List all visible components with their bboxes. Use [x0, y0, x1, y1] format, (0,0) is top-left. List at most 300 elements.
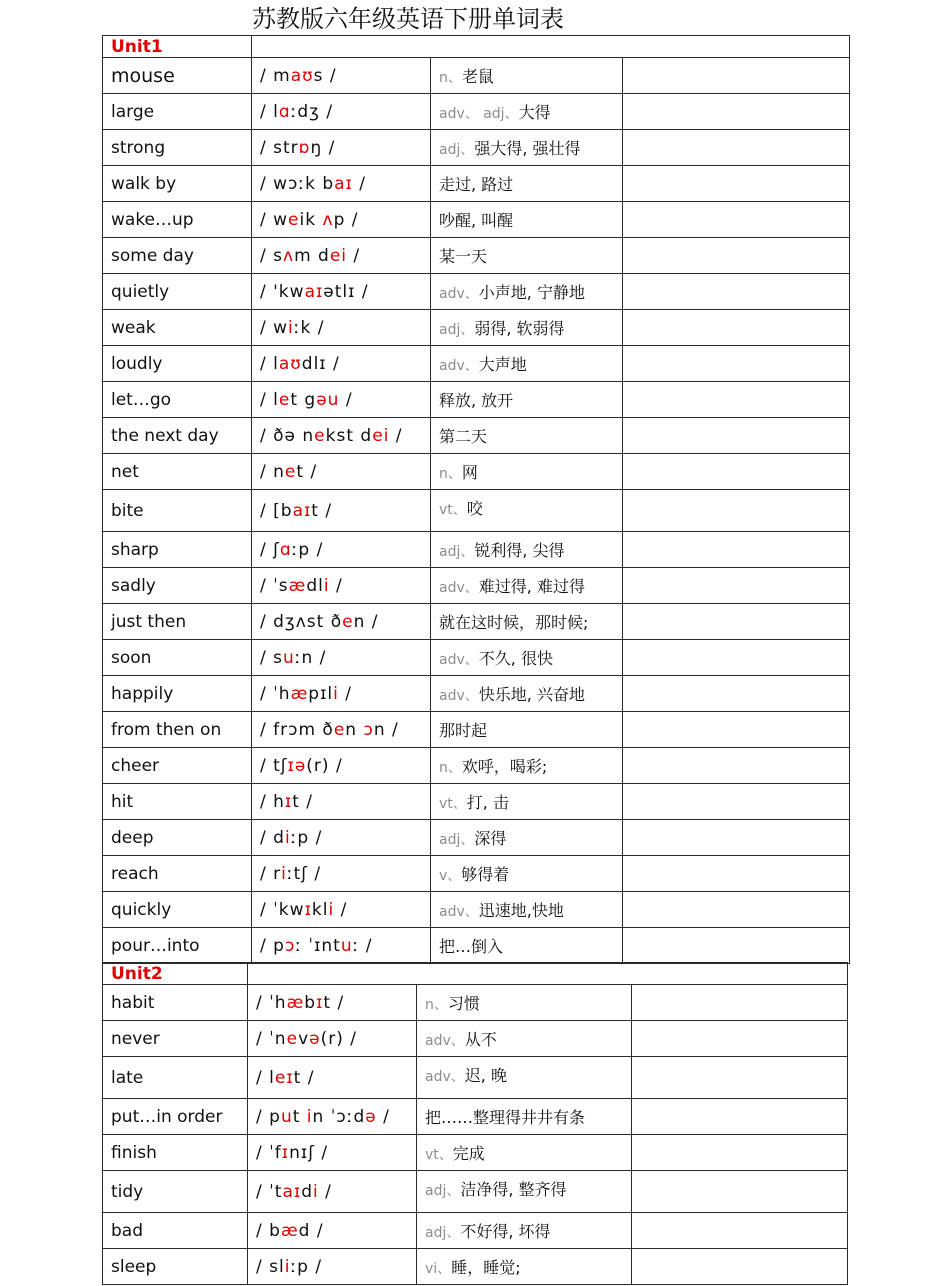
phonetic-text: s / — [313, 65, 337, 86]
phonetic-highlight: i — [281, 863, 287, 884]
meaning-cell — [431, 490, 623, 532]
blank-cell — [623, 382, 850, 418]
word-row — [103, 1099, 848, 1135]
word-row — [103, 985, 848, 1021]
phonetic-text: ː ˈɪnt — [295, 935, 341, 956]
phonetic-highlight: ə — [365, 1106, 377, 1127]
blank-cell — [623, 238, 850, 274]
word-text: reach — [111, 863, 159, 884]
phonetic-highlight: ʌ — [283, 245, 295, 266]
word-row — [103, 130, 850, 166]
phonetic-text: ŋ / — [310, 137, 336, 158]
word-row — [103, 454, 850, 490]
phonetic-cell — [248, 1021, 417, 1057]
phonetic-cell — [252, 238, 431, 274]
word-row — [103, 892, 850, 928]
word-row — [103, 274, 850, 310]
word-text: quickly — [111, 899, 172, 920]
word-text: sharp — [111, 539, 159, 560]
word-row — [103, 712, 850, 748]
word-cell — [103, 346, 252, 382]
meaning-text: 那时起 — [439, 721, 488, 740]
blank-cell — [623, 784, 850, 820]
phonetic-cell — [248, 1135, 417, 1171]
word-text: finish — [111, 1142, 157, 1163]
meaning-cell — [417, 1099, 632, 1135]
word-text: walk by — [111, 173, 177, 194]
part-of-speech: adj、 — [425, 1183, 461, 1199]
word-cell — [103, 1213, 248, 1249]
phonetic-cell — [252, 892, 431, 928]
part-of-speech: v、 — [439, 868, 462, 884]
word-row — [103, 784, 850, 820]
phonetic-cell — [248, 1171, 417, 1213]
unit-label: Unit1 — [111, 36, 163, 57]
phonetic-highlight: e — [342, 611, 354, 632]
phonetic-text: / — [352, 173, 367, 194]
word-cell — [103, 1135, 248, 1171]
phonetic-text: n / — [373, 719, 399, 740]
phonetic-text: / 'kw — [260, 281, 305, 302]
phonetic-text: / ˈh — [260, 683, 291, 704]
meaning-text: 把……整理得井井有条 — [425, 1108, 586, 1127]
meaning-text: 够得着 — [461, 865, 510, 884]
phonetic-text: ːp / — [290, 1256, 323, 1277]
phonetic-text: / — [347, 245, 361, 266]
phonetic-text: / — [389, 425, 403, 446]
word-row — [103, 58, 850, 94]
word-text: wake…up — [111, 209, 194, 230]
blank-cell — [632, 1057, 848, 1099]
blank-cell — [623, 532, 850, 568]
meaning-text: 弱得, 软弱得 — [474, 319, 565, 338]
meaning-cell — [431, 892, 623, 928]
part-of-speech: adj、 — [439, 322, 475, 338]
word-row — [103, 820, 850, 856]
phonetic-text: / tʃ — [260, 755, 288, 776]
word-cell — [103, 310, 252, 346]
meaning-text: 走过, 路过 — [439, 175, 514, 194]
phonetic-text: nɪʃ / — [289, 1142, 329, 1163]
unit-label-cell — [103, 963, 248, 985]
phonetic-cell — [252, 712, 431, 748]
phonetic-text: / ðə n — [260, 425, 315, 446]
part-of-speech: n、 — [439, 70, 462, 86]
meaning-text: 不好得, 坏得 — [460, 1222, 551, 1241]
word-row — [103, 1057, 848, 1099]
part-of-speech: n、 — [425, 997, 448, 1013]
phonetic-text: / p — [260, 935, 285, 956]
phonetic-text: / [b — [260, 500, 293, 521]
phonetic-text: n ˈɔːd — [312, 1106, 366, 1127]
meaning-cell — [431, 928, 623, 964]
meaning-text: 难过得, 难过得 — [478, 577, 585, 596]
word-cell — [103, 238, 252, 274]
part-of-speech: vt、 — [439, 796, 467, 812]
unit1-vocab-table — [102, 35, 850, 964]
phonetic-highlight: e — [284, 461, 297, 482]
phonetic-text: / l — [260, 353, 279, 374]
blank-cell — [623, 202, 850, 238]
phonetic-highlight: i — [284, 1256, 291, 1277]
word-text: hit — [111, 791, 134, 812]
word-text: pour…into — [111, 935, 200, 956]
phonetic-text: / l — [256, 1067, 275, 1088]
blank-cell — [632, 1135, 848, 1171]
phonetic-text: / ʃ — [260, 539, 280, 560]
phonetic-text: (r) / — [306, 755, 343, 776]
phonetic-highlight: i — [288, 317, 294, 338]
word-text: sadly — [111, 575, 156, 596]
phonetic-highlight: e — [333, 719, 346, 740]
word-text: bite — [111, 500, 144, 521]
word-cell — [103, 382, 252, 418]
word-cell — [103, 985, 248, 1021]
blank-cell — [632, 1249, 848, 1285]
phonetic-cell — [252, 604, 431, 640]
meaning-text: 把…倒入 — [439, 937, 504, 956]
phonetic-highlight: æ — [288, 575, 307, 596]
word-row — [103, 1213, 848, 1249]
phonetic-cell — [252, 640, 431, 676]
word-text: weak — [111, 317, 156, 338]
meaning-cell — [431, 532, 623, 568]
word-text: bad — [111, 1220, 143, 1241]
phonetic-text: / ˈh — [256, 992, 287, 1013]
phonetic-text: / l — [260, 101, 279, 122]
meaning-cell — [431, 58, 623, 94]
phonetic-text: / p — [256, 1106, 281, 1127]
blank-cell — [632, 1213, 848, 1249]
meaning-text: 就在这时候，那时候; — [439, 613, 589, 632]
phonetic-text: ətlɪ / — [323, 281, 369, 302]
word-text: put…in order — [111, 1106, 223, 1127]
word-text: the next day — [111, 425, 219, 446]
meaning-text: 完成 — [452, 1144, 485, 1163]
phonetic-cell — [248, 1213, 417, 1249]
phonetic-text: / — [329, 575, 343, 596]
meaning-cell — [431, 676, 623, 712]
phonetic-text: / — [318, 1181, 332, 1202]
phonetic-highlight: əu — [316, 389, 340, 410]
phonetic-text: (r) / — [320, 1028, 357, 1049]
meaning-cell — [431, 238, 623, 274]
word-cell — [103, 928, 252, 964]
blank-cell — [623, 676, 850, 712]
phonetic-highlight: i — [313, 1181, 319, 1202]
meaning-cell — [417, 1135, 632, 1171]
part-of-speech: vi、 — [425, 1261, 452, 1277]
phonetic-highlight: æ — [290, 683, 309, 704]
blank-cell — [623, 418, 850, 454]
phonetic-highlight: ɪ — [316, 992, 324, 1013]
meaning-text: 迟, 晚 — [464, 1066, 507, 1085]
phonetic-highlight: ei — [329, 245, 348, 266]
phonetic-highlight: ɪ — [284, 791, 293, 812]
word-cell — [103, 676, 252, 712]
phonetic-text: ːtʃ / — [286, 863, 322, 884]
part-of-speech: adv、 — [425, 1033, 465, 1049]
phonetic-text: / ˈt — [256, 1181, 283, 1202]
word-text: some day — [111, 245, 194, 266]
word-row — [103, 640, 850, 676]
word-cell — [103, 274, 252, 310]
blank-cell — [623, 604, 850, 640]
phonetic-cell — [252, 166, 431, 202]
phonetic-text: / w — [260, 209, 289, 230]
meaning-cell — [431, 784, 623, 820]
part-of-speech: n、 — [439, 760, 462, 776]
word-row — [103, 202, 850, 238]
part-of-speech: adv、 — [439, 580, 479, 596]
phonetic-text: dlɪ / — [301, 353, 340, 374]
word-text: deep — [111, 827, 154, 848]
phonetic-cell — [252, 856, 431, 892]
word-row — [103, 1171, 848, 1213]
word-cell — [103, 418, 252, 454]
part-of-speech: adv、 — [425, 1069, 465, 1085]
word-text: never — [111, 1028, 160, 1049]
part-of-speech: adv、 — [439, 652, 479, 668]
word-row — [103, 928, 850, 964]
blank-cell — [632, 1099, 848, 1135]
meaning-text: 释放, 放开 — [439, 391, 514, 410]
phonetic-text: ːdʒ / — [290, 101, 334, 122]
word-cell — [103, 748, 252, 784]
blank-cell — [623, 748, 850, 784]
phonetic-text: / w — [260, 317, 289, 338]
phonetic-text: ː / — [352, 935, 373, 956]
phonetic-text: t / — [323, 992, 345, 1013]
meaning-text: 迅速地,快地 — [478, 901, 564, 920]
word-text: tidy — [111, 1181, 144, 1202]
phonetic-highlight: i — [333, 683, 339, 704]
phonetic-text: ːp / — [290, 827, 323, 848]
meaning-cell — [431, 202, 623, 238]
word-text: late — [111, 1067, 144, 1088]
phonetic-cell — [252, 748, 431, 784]
phonetic-text: / s — [260, 245, 283, 266]
phonetic-highlight: aʊ — [278, 353, 302, 374]
meaning-text: 锐利得, 尖得 — [474, 541, 565, 560]
meaning-cell — [431, 94, 623, 130]
meaning-text: 从不 — [464, 1030, 497, 1049]
phonetic-text: / r — [260, 863, 282, 884]
phonetic-text: / ˈs — [260, 575, 289, 596]
phonetic-text: / ˈn — [256, 1028, 287, 1049]
word-text: mouse — [111, 64, 175, 87]
phonetic-text: t — [292, 1106, 307, 1127]
word-text: from then on — [111, 719, 222, 740]
meaning-cell — [431, 130, 623, 166]
word-row — [103, 310, 850, 346]
phonetic-text: / ˈkw — [260, 899, 305, 920]
meaning-text: 某一天 — [439, 247, 488, 266]
phonetic-highlight: ɑ — [278, 101, 291, 122]
blank-cell — [623, 928, 850, 964]
phonetic-highlight: i — [284, 827, 291, 848]
part-of-speech: adv、 — [439, 688, 479, 704]
word-row — [103, 856, 850, 892]
phonetic-highlight: i — [323, 575, 330, 596]
phonetic-text: / — [339, 389, 353, 410]
word-cell — [103, 532, 252, 568]
meaning-text: 小声地, 宁静地 — [478, 283, 585, 302]
phonetic-text: ik — [299, 209, 323, 230]
phonetic-highlight: ɔ — [363, 719, 374, 740]
word-text: happily — [111, 683, 174, 704]
blank-cell — [623, 820, 850, 856]
meaning-text: 快乐地, 兴奋地 — [478, 685, 585, 704]
phonetic-highlight: i — [306, 1106, 313, 1127]
phonetic-text: / h — [260, 791, 285, 812]
part-of-speech: adv、 — [439, 358, 479, 374]
word-cell — [103, 604, 252, 640]
phonetic-text: v — [298, 1028, 310, 1049]
phonetic-text: kl — [311, 899, 329, 920]
phonetic-highlight: ʌ — [322, 209, 334, 230]
phonetic-highlight: u — [340, 935, 353, 956]
meaning-cell — [431, 748, 623, 784]
meaning-cell — [431, 856, 623, 892]
phonetic-text: / dʒʌst ð — [260, 611, 343, 632]
word-row — [103, 1249, 848, 1285]
meaning-cell — [431, 568, 623, 604]
word-cell — [103, 58, 252, 94]
meaning-cell — [431, 640, 623, 676]
meaning-text: 洁净得, 整齐得 — [460, 1180, 567, 1199]
phonetic-cell — [252, 820, 431, 856]
phonetic-text: t / — [292, 791, 314, 812]
phonetic-text: t / — [293, 1067, 315, 1088]
word-cell — [103, 892, 252, 928]
word-cell — [103, 94, 252, 130]
phonetic-cell — [252, 418, 431, 454]
phonetic-highlight: i — [328, 899, 335, 920]
word-row — [103, 568, 850, 604]
word-text: strong — [111, 137, 166, 158]
word-text: net — [111, 461, 139, 482]
phonetic-highlight: aɪ — [334, 173, 353, 194]
phonetic-text: t / — [311, 500, 333, 521]
page-title: 苏教版六年级英语下册单词表 — [252, 5, 564, 33]
meaning-cell — [431, 418, 623, 454]
meaning-text: 不久, 很快 — [478, 649, 553, 668]
unit-header-row — [103, 36, 850, 58]
phonetic-text: d / — [298, 1220, 324, 1241]
meaning-text: 吵醒, 叫醒 — [439, 211, 514, 230]
phonetic-highlight: æ — [280, 1220, 299, 1241]
phonetic-text: / ˈf — [256, 1142, 282, 1163]
phonetic-text: b — [304, 992, 317, 1013]
meaning-cell — [417, 1249, 632, 1285]
part-of-speech: adj、 — [439, 142, 475, 158]
meaning-cell — [417, 985, 632, 1021]
phonetic-cell — [252, 58, 431, 94]
blank-cell — [632, 1171, 848, 1213]
phonetic-highlight: e — [286, 1028, 299, 1049]
meaning-text: 习惯 — [447, 994, 480, 1013]
phonetic-text: t g — [290, 389, 317, 410]
phonetic-highlight: ɪə — [287, 755, 307, 776]
part-of-speech: adj、 — [439, 544, 475, 560]
meaning-text: 睡，睡觉; — [451, 1258, 521, 1277]
word-cell — [103, 1171, 248, 1213]
phonetic-highlight: ə — [309, 1028, 321, 1049]
phonetic-text: ːp / — [291, 539, 324, 560]
word-cell — [103, 454, 252, 490]
word-row — [103, 604, 850, 640]
phonetic-text: / m — [260, 65, 291, 86]
word-cell — [103, 490, 252, 532]
blank-cell — [623, 454, 850, 490]
word-row — [103, 1021, 848, 1057]
meaning-cell — [417, 1171, 632, 1213]
meaning-text: 第二天 — [439, 427, 488, 446]
phonetic-highlight: e — [278, 389, 291, 410]
word-cell — [103, 1057, 248, 1099]
meaning-cell — [431, 454, 623, 490]
word-text: sleep — [111, 1256, 157, 1277]
phonetic-text: / b — [256, 1220, 281, 1241]
phonetic-highlight: u — [280, 1106, 293, 1127]
word-text: habit — [111, 992, 155, 1013]
phonetic-text: / s — [260, 647, 283, 668]
part-of-speech: adv、 — [439, 286, 479, 302]
meaning-cell — [431, 820, 623, 856]
phonetic-highlight: æ — [286, 992, 305, 1013]
blank-cell — [623, 568, 850, 604]
phonetic-text: / — [334, 899, 348, 920]
word-cell — [103, 820, 252, 856]
blank-cell — [632, 1021, 848, 1057]
phonetic-highlight: ɑ — [279, 539, 292, 560]
phonetic-text: pɪl — [308, 683, 334, 704]
phonetic-text: / l — [260, 389, 279, 410]
blank-cell — [623, 166, 850, 202]
phonetic-highlight: e — [314, 425, 326, 446]
phonetic-cell — [252, 202, 431, 238]
phonetic-highlight: aɪ — [282, 1181, 302, 1202]
meaning-cell — [431, 274, 623, 310]
phonetic-text: n / — [353, 611, 379, 632]
meaning-text: 打, 击 — [466, 793, 509, 812]
unit-label: Unit2 — [111, 963, 163, 984]
phonetic-text: ːk / — [293, 317, 325, 338]
word-text: large — [111, 101, 155, 122]
blank-cell — [623, 130, 850, 166]
phonetic-cell — [252, 568, 431, 604]
meaning-text: 深得 — [474, 829, 507, 848]
word-row — [103, 346, 850, 382]
phonetic-text: / wɔːk b — [260, 173, 335, 194]
phonetic-text: m d — [294, 245, 330, 266]
meaning-text: 大得 — [518, 103, 551, 122]
meaning-cell — [431, 346, 623, 382]
word-cell — [103, 1021, 248, 1057]
meaning-cell — [417, 1021, 632, 1057]
phonetic-text: / d — [260, 827, 285, 848]
word-text: soon — [111, 647, 152, 668]
word-cell — [103, 712, 252, 748]
word-row — [103, 532, 850, 568]
blank-cell — [623, 892, 850, 928]
phonetic-cell — [252, 274, 431, 310]
word-text: let…go — [111, 389, 172, 410]
part-of-speech: n、 — [439, 466, 462, 482]
word-row — [103, 490, 850, 532]
phonetic-cell — [252, 454, 431, 490]
